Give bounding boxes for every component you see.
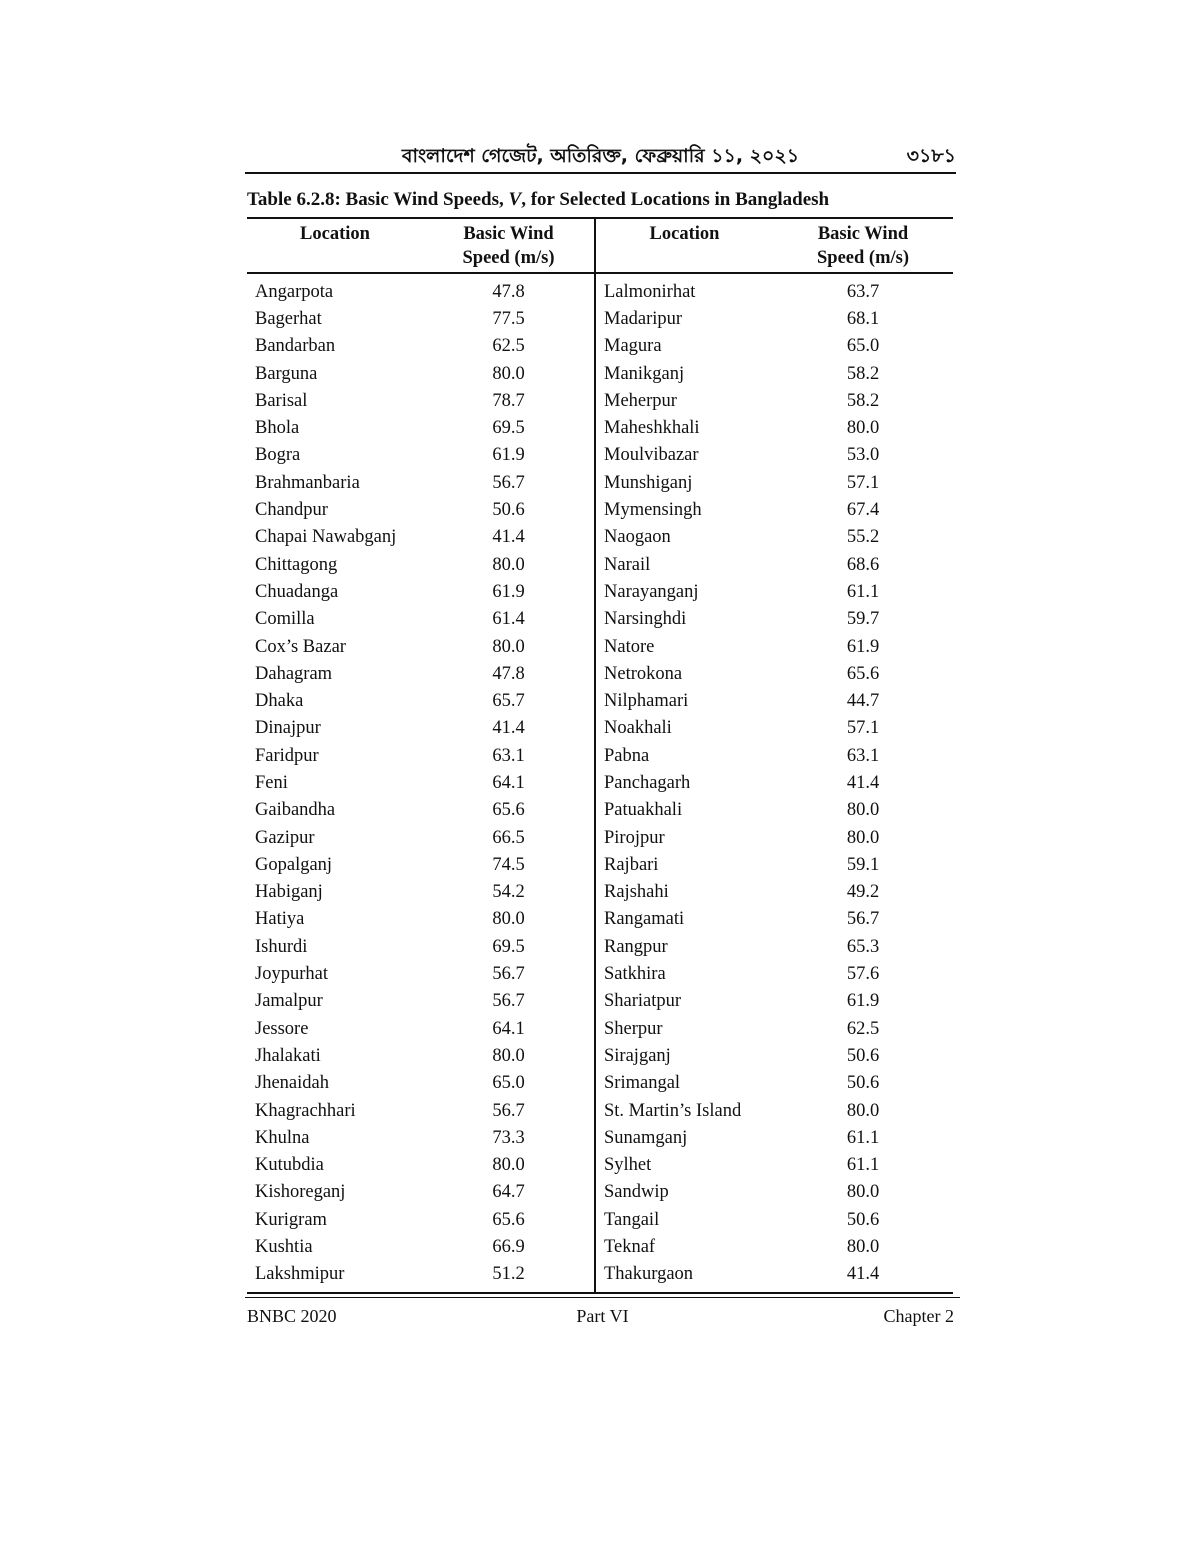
table-row xyxy=(247,1233,953,1260)
speed-left-cell: 64.7 xyxy=(423,1179,595,1206)
speed-left-cell: 41.4 xyxy=(423,715,595,742)
location-left-cell: Khagrachhari xyxy=(255,1100,356,1121)
location-left-cell: Jhalakati xyxy=(255,1045,321,1066)
table-row xyxy=(247,1206,953,1233)
location-left-cell: Barguna xyxy=(255,363,318,384)
location-right-cell: Pirojpur xyxy=(604,827,665,848)
speed-right-cell: 62.5 xyxy=(846,1018,880,1039)
speed-left-cell: 80.0 xyxy=(423,633,595,660)
speed-left-cell: 69.5 xyxy=(423,933,595,960)
speed-left-cell: 80.0 xyxy=(423,551,595,578)
table-row xyxy=(247,1097,953,1124)
header-speed-right-line1: Basic Wind xyxy=(817,224,909,244)
speed-right-cell: 57.1 xyxy=(846,472,880,493)
speed-left-cell: 63.1 xyxy=(423,742,595,769)
location-right-cell: Teknaf xyxy=(604,1237,656,1258)
location-right-cell: Narayanganj xyxy=(604,581,699,602)
speed-right-cell: 59.7 xyxy=(846,609,880,630)
speed-left-cell: 69.5 xyxy=(423,414,595,441)
header-speed-left-line1: Basic Wind xyxy=(463,224,554,244)
speed-right-cell: 58.2 xyxy=(846,390,880,411)
speed-left-cell: 74.5 xyxy=(423,851,595,878)
speed-right-cell: 58.2 xyxy=(846,363,880,384)
page-number: ৩১৮১ xyxy=(906,145,956,167)
location-right-cell: Sunamganj xyxy=(604,1127,688,1148)
location-right-cell: Moulvibazar xyxy=(604,445,699,466)
location-right-cell: Srimangal xyxy=(604,1073,681,1094)
location-left-cell: Habiganj xyxy=(255,882,323,903)
speed-right-cell: 80.0 xyxy=(846,418,880,439)
speed-left-cell: 41.4 xyxy=(423,524,595,551)
table-row xyxy=(247,769,953,796)
table-row xyxy=(247,551,953,578)
speed-right-cell: 53.0 xyxy=(846,445,880,466)
speed-left-cell: 78.7 xyxy=(423,387,595,414)
speed-right-cell: 80.0 xyxy=(846,800,880,821)
speed-right-cell: 44.7 xyxy=(846,691,880,712)
location-left-cell: Khulna xyxy=(255,1127,310,1148)
wind-speed-table xyxy=(247,217,953,1294)
table-body xyxy=(247,273,953,1293)
footer-chapter: Chapter 2 xyxy=(883,1306,954,1326)
speed-left-cell: 51.2 xyxy=(423,1261,595,1293)
table-caption xyxy=(247,189,953,211)
location-left-cell: Bhola xyxy=(255,418,300,439)
speed-left-cell: 56.7 xyxy=(423,988,595,1015)
location-left-cell: Feni xyxy=(255,772,288,793)
table-row xyxy=(247,660,953,687)
speed-left-cell: 56.7 xyxy=(423,469,595,496)
location-left-cell: Bagerhat xyxy=(255,308,322,329)
table-row xyxy=(247,333,953,360)
table-row xyxy=(247,960,953,987)
location-right-cell: Patuakhali xyxy=(604,800,683,821)
location-left-cell: Hatiya xyxy=(255,909,305,930)
location-left-cell: Jhenaidah xyxy=(255,1073,329,1094)
location-right-cell: Noakhali xyxy=(604,718,672,739)
table-row xyxy=(247,1015,953,1042)
table-row xyxy=(247,469,953,496)
location-left-cell: Kurigram xyxy=(255,1209,327,1230)
header-speed-left-line2: Speed (m/s) xyxy=(462,248,555,268)
location-right-cell: Magura xyxy=(604,336,662,357)
speed-right-cell: 59.1 xyxy=(846,854,880,875)
location-left-cell: Ishurdi xyxy=(255,936,308,957)
table-row xyxy=(247,1261,953,1293)
location-right-cell: St. Martin’s Island xyxy=(604,1100,742,1121)
location-left-cell: Comilla xyxy=(255,609,315,630)
table-row xyxy=(247,360,953,387)
speed-left-cell: 65.7 xyxy=(423,687,595,714)
speed-right-cell: 80.0 xyxy=(846,827,880,848)
location-left-cell: Jamalpur xyxy=(255,991,323,1012)
speed-left-cell: 47.8 xyxy=(423,273,595,305)
table-row xyxy=(247,633,953,660)
table-row xyxy=(247,742,953,769)
table-row xyxy=(247,906,953,933)
location-right-cell: Maheshkhali xyxy=(604,418,700,439)
speed-right-cell: 61.1 xyxy=(846,581,880,602)
location-left-cell: Angarpota xyxy=(255,281,334,302)
table-row xyxy=(247,305,953,332)
location-right-cell: Sandwip xyxy=(604,1182,669,1203)
speed-right-cell: 41.4 xyxy=(846,772,880,793)
speed-right-cell: 63.1 xyxy=(846,745,880,766)
table-row xyxy=(247,824,953,851)
speed-left-cell: 54.2 xyxy=(423,879,595,906)
table-row xyxy=(247,1042,953,1069)
location-right-cell: Panchagarh xyxy=(604,772,691,793)
location-right-cell: Rajshahi xyxy=(604,882,669,903)
table-row xyxy=(247,879,953,906)
speed-left-cell: 61.4 xyxy=(423,606,595,633)
location-right-cell: Meherpur xyxy=(604,390,677,411)
location-right-cell: Naogaon xyxy=(604,527,671,548)
table-row xyxy=(247,851,953,878)
gazette-title: বাংলাদেশ গেজেট, অতিরিক্ত, ফেব্রুয়ারি ১১, ২০২১ xyxy=(401,145,800,167)
location-left-cell: Gazipur xyxy=(255,827,315,848)
speed-left-cell: 56.7 xyxy=(423,960,595,987)
caption-prefix: Table 6.2.8: Basic Wind Speeds, xyxy=(247,189,509,210)
speed-right-cell: 61.9 xyxy=(846,636,880,657)
location-right-cell: Sylhet xyxy=(604,1155,652,1176)
table-row xyxy=(247,524,953,551)
location-right-cell: Sherpur xyxy=(604,1018,663,1039)
location-right-cell: Tangail xyxy=(604,1209,660,1230)
table-row xyxy=(247,578,953,605)
location-right-cell: Satkhira xyxy=(604,964,666,985)
table-row xyxy=(247,606,953,633)
speed-right-cell: 80.0 xyxy=(846,1100,880,1121)
table-row xyxy=(247,715,953,742)
header-location-left: Location xyxy=(300,224,370,244)
location-right-cell: Mymensingh xyxy=(604,500,702,521)
location-right-cell: Madaripur xyxy=(604,308,683,329)
location-left-cell: Chandpur xyxy=(255,500,328,521)
speed-left-cell: 62.5 xyxy=(423,333,595,360)
footer-part: Part VI xyxy=(576,1306,629,1326)
table-row xyxy=(247,414,953,441)
table-row xyxy=(247,1070,953,1097)
location-left-cell: Gaibandha xyxy=(255,800,336,821)
location-right-cell: Rangpur xyxy=(604,936,668,957)
location-right-cell: Munshiganj xyxy=(604,472,693,493)
location-left-cell: Kishoreganj xyxy=(255,1182,346,1203)
speed-left-cell: 77.5 xyxy=(423,305,595,332)
location-left-cell: Barisal xyxy=(255,390,308,411)
table-row xyxy=(247,797,953,824)
location-left-cell: Bogra xyxy=(255,445,301,466)
speed-right-cell: 65.3 xyxy=(846,936,880,957)
speed-left-cell: 66.5 xyxy=(423,824,595,851)
location-right-cell: Pabna xyxy=(604,745,650,766)
speed-right-cell: 49.2 xyxy=(846,882,880,903)
speed-right-cell: 80.0 xyxy=(846,1237,880,1258)
location-right-cell: Natore xyxy=(604,636,655,657)
table-row xyxy=(247,496,953,523)
header-speed-right xyxy=(773,218,953,273)
speed-right-cell: 41.4 xyxy=(846,1264,880,1285)
location-left-cell: Chittagong xyxy=(255,554,338,575)
speed-left-cell: 56.7 xyxy=(423,1097,595,1124)
table-row xyxy=(247,442,953,469)
speed-left-cell: 73.3 xyxy=(423,1124,595,1151)
speed-right-cell: 65.0 xyxy=(846,336,880,357)
location-right-cell: Nilphamari xyxy=(604,691,689,712)
speed-left-cell: 61.9 xyxy=(423,442,595,469)
speed-right-cell: 56.7 xyxy=(846,909,880,930)
location-left-cell: Cox’s Bazar xyxy=(255,636,346,657)
table-row xyxy=(247,988,953,1015)
speed-left-cell: 47.8 xyxy=(423,660,595,687)
location-left-cell: Lakshmipur xyxy=(255,1264,345,1285)
location-right-cell: Thakurgaon xyxy=(604,1264,694,1285)
location-left-cell: Dhaka xyxy=(255,691,304,712)
speed-right-cell: 61.9 xyxy=(846,991,880,1012)
location-right-cell: Shariatpur xyxy=(604,991,682,1012)
location-left-cell: Dinajpur xyxy=(255,718,321,739)
speed-right-cell: 80.0 xyxy=(846,1182,880,1203)
location-right-cell: Lalmonirhat xyxy=(604,281,696,302)
location-left-cell: Kutubdia xyxy=(255,1155,324,1176)
speed-left-cell: 65.0 xyxy=(423,1070,595,1097)
caption-variable: V xyxy=(508,189,522,210)
speed-right-cell: 50.6 xyxy=(846,1209,880,1230)
location-right-cell: Narail xyxy=(604,554,651,575)
speed-right-cell: 68.1 xyxy=(846,308,880,329)
speed-left-cell: 61.9 xyxy=(423,578,595,605)
table-row xyxy=(247,387,953,414)
location-left-cell: Gopalganj xyxy=(255,854,333,875)
speed-left-cell: 80.0 xyxy=(423,1042,595,1069)
speed-right-cell: 68.6 xyxy=(846,554,880,575)
location-left-cell: Chuadanga xyxy=(255,581,339,602)
speed-left-cell: 64.1 xyxy=(423,769,595,796)
page-header xyxy=(245,140,956,174)
speed-left-cell: 80.0 xyxy=(423,906,595,933)
speed-left-cell: 66.9 xyxy=(423,1233,595,1260)
speed-right-cell: 61.1 xyxy=(846,1155,880,1176)
location-right-cell: Manikganj xyxy=(604,363,685,384)
speed-right-cell: 65.6 xyxy=(846,663,880,684)
footer-code: BNBC 2020 xyxy=(247,1306,337,1326)
speed-left-cell: 80.0 xyxy=(423,1152,595,1179)
location-right-cell: Rangamati xyxy=(604,909,685,930)
speed-left-cell: 64.1 xyxy=(423,1015,595,1042)
speed-right-cell: 50.6 xyxy=(846,1045,880,1066)
location-right-cell: Netrokona xyxy=(604,663,683,684)
speed-right-cell: 67.4 xyxy=(846,500,880,521)
table-row xyxy=(247,1124,953,1151)
location-right-cell: Rajbari xyxy=(604,854,659,875)
speed-right-cell: 61.1 xyxy=(846,1127,880,1148)
page-footer xyxy=(245,1297,960,1332)
speed-left-cell: 65.6 xyxy=(423,797,595,824)
location-right-cell: Sirajganj xyxy=(604,1045,671,1066)
speed-right-cell: 57.6 xyxy=(846,964,880,985)
table-row xyxy=(247,273,953,305)
location-left-cell: Kushtia xyxy=(255,1237,313,1258)
speed-right-cell: 55.2 xyxy=(846,527,880,548)
location-right-cell: Narsinghdi xyxy=(604,609,687,630)
location-left-cell: Faridpur xyxy=(255,745,319,766)
location-left-cell: Dahagram xyxy=(255,663,333,684)
location-left-cell: Brahmanbaria xyxy=(255,472,360,493)
location-left-cell: Chapai Nawabganj xyxy=(255,527,397,548)
table-row xyxy=(247,933,953,960)
speed-right-cell: 50.6 xyxy=(846,1073,880,1094)
speed-left-cell: 50.6 xyxy=(423,496,595,523)
location-left-cell: Joypurhat xyxy=(255,964,328,985)
speed-left-cell: 80.0 xyxy=(423,360,595,387)
table-header-row xyxy=(247,218,953,273)
speed-right-cell: 57.1 xyxy=(846,718,880,739)
location-left-cell: Jessore xyxy=(255,1018,309,1039)
header-speed-left xyxy=(423,218,595,273)
table-row xyxy=(247,1179,953,1206)
speed-left-cell: 65.6 xyxy=(423,1206,595,1233)
speed-right-cell: 63.7 xyxy=(846,281,880,302)
header-location-right: Location xyxy=(649,224,720,244)
header-speed-right-line2: Speed (m/s) xyxy=(817,248,909,268)
table-row xyxy=(247,1152,953,1179)
caption-suffix: , for Selected Locations in Bangladesh xyxy=(521,189,830,210)
location-left-cell: Bandarban xyxy=(255,336,336,357)
table-row xyxy=(247,687,953,714)
